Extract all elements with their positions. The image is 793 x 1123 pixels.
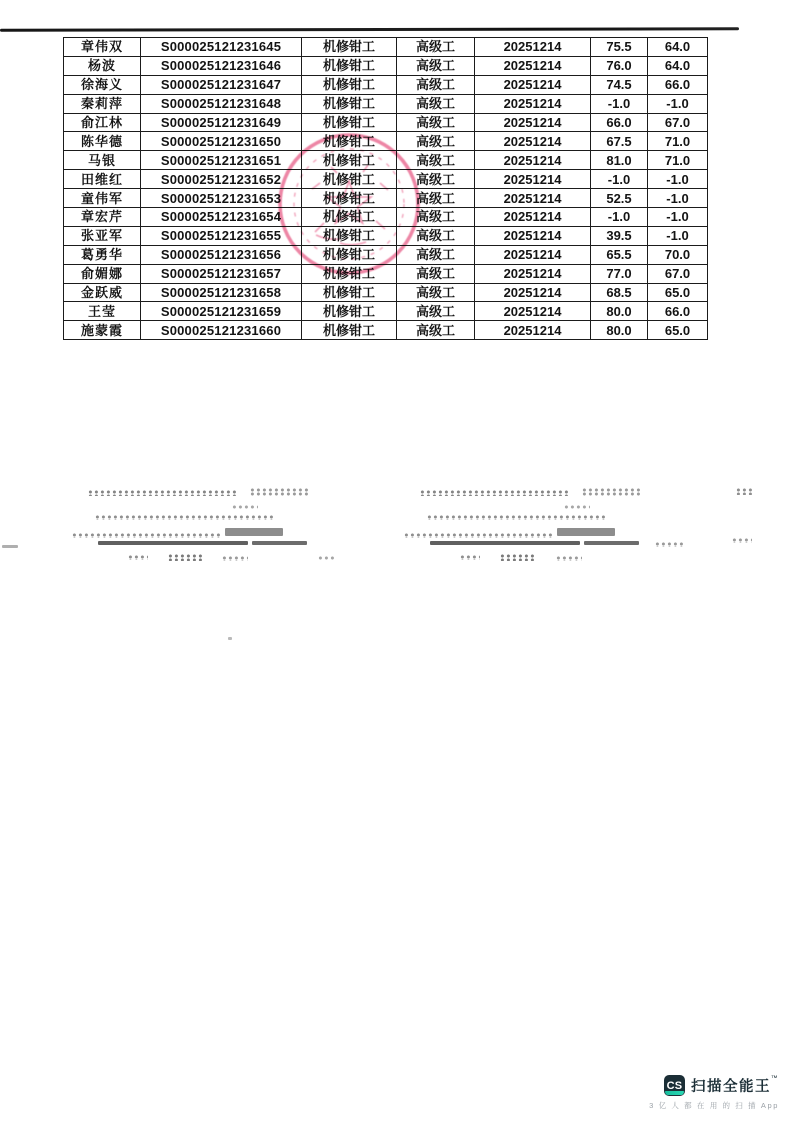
smudge-mark <box>736 488 752 495</box>
cell-score2: 67.0 <box>648 264 708 283</box>
cell-job: 机修钳工 <box>302 56 397 75</box>
cell-date: 20251214 <box>475 75 591 94</box>
cell-score2: 65.0 <box>648 321 708 340</box>
cell-job: 机修钳工 <box>302 245 397 264</box>
cell-serial: S000025121231648 <box>141 94 302 113</box>
cell-date: 20251214 <box>475 245 591 264</box>
cell-score1: 39.5 <box>591 226 648 245</box>
cell-date: 20251214 <box>475 94 591 113</box>
cell-score1: 67.5 <box>591 132 648 151</box>
smudge-mark <box>168 554 202 561</box>
cell-serial: S000025121231653 <box>141 189 302 208</box>
smudge-mark <box>427 515 607 520</box>
cell-job: 机修钳工 <box>302 208 397 227</box>
smudge-mark <box>460 555 480 560</box>
cell-job: 机修钳工 <box>302 264 397 283</box>
cell-score2: 71.0 <box>648 132 708 151</box>
cell-job: 机修钳工 <box>302 113 397 132</box>
cell-level: 高级工 <box>397 132 475 151</box>
cell-score2: 70.0 <box>648 245 708 264</box>
smudge-mark <box>250 488 310 496</box>
cell-job: 机修钳工 <box>302 189 397 208</box>
cell-score1: -1.0 <box>591 208 648 227</box>
smudge-mark <box>2 545 18 548</box>
cell-score1: -1.0 <box>591 94 648 113</box>
cell-score1: 80.0 <box>591 321 648 340</box>
cell-level: 高级工 <box>397 283 475 302</box>
cell-score2: 66.0 <box>648 302 708 321</box>
table-row <box>64 302 708 321</box>
cell-score1: 74.5 <box>591 75 648 94</box>
cell-name: 俞江林 <box>64 113 141 132</box>
cell-date: 20251214 <box>475 38 591 57</box>
table-row <box>64 208 708 227</box>
cell-level: 高级工 <box>397 245 475 264</box>
scan-edge-line <box>0 27 739 32</box>
cell-date: 20251214 <box>475 113 591 132</box>
smudge-mark <box>564 505 590 509</box>
cell-date: 20251214 <box>475 226 591 245</box>
smudge-mark <box>655 542 685 547</box>
table-row <box>64 321 708 340</box>
smudge-mark <box>222 556 248 561</box>
cell-serial: S000025121231659 <box>141 302 302 321</box>
cell-score2: 64.0 <box>648 38 708 57</box>
cell-name: 章伟双 <box>64 38 141 57</box>
cell-serial: S000025121231655 <box>141 226 302 245</box>
cell-score1: 80.0 <box>591 302 648 321</box>
cell-serial: S000025121231658 <box>141 283 302 302</box>
cell-level: 高级工 <box>397 151 475 170</box>
smudge-mark <box>232 505 258 509</box>
cell-score2: -1.0 <box>648 226 708 245</box>
cell-name: 施蒙霞 <box>64 321 141 340</box>
cell-serial: S000025121231647 <box>141 75 302 94</box>
cell-level: 高级工 <box>397 94 475 113</box>
cell-score2: -1.0 <box>648 94 708 113</box>
cell-score2: -1.0 <box>648 170 708 189</box>
smudge-mark <box>732 538 752 543</box>
table-row <box>64 75 708 94</box>
cell-score2: -1.0 <box>648 189 708 208</box>
cell-serial: S000025121231657 <box>141 264 302 283</box>
cell-score1: 68.5 <box>591 283 648 302</box>
smudge-mark <box>95 515 275 520</box>
table-row <box>64 56 708 75</box>
cell-serial: S000025121231646 <box>141 56 302 75</box>
smudge-mark <box>318 556 334 560</box>
smudge-mark <box>98 541 248 545</box>
smudge-mark <box>225 528 283 536</box>
camscanner-watermark <box>649 1075 779 1111</box>
cell-score2: 66.0 <box>648 75 708 94</box>
cell-job: 机修钳工 <box>302 170 397 189</box>
cell-serial: S000025121231652 <box>141 170 302 189</box>
cell-date: 20251214 <box>475 151 591 170</box>
cell-score1: 81.0 <box>591 151 648 170</box>
smudge-mark <box>404 533 554 538</box>
cell-name: 田维红 <box>64 170 141 189</box>
cell-date: 20251214 <box>475 283 591 302</box>
cell-score2: 64.0 <box>648 56 708 75</box>
table-row <box>64 94 708 113</box>
app-tagline: 3 亿 人 都 在 用 的 扫 描 App <box>649 1101 779 1110</box>
table-row <box>64 283 708 302</box>
table-row <box>64 264 708 283</box>
cell-score1: -1.0 <box>591 170 648 189</box>
smudge-mark <box>228 637 232 640</box>
cell-level: 高级工 <box>397 302 475 321</box>
table-row <box>64 189 708 208</box>
cell-job: 机修钳工 <box>302 151 397 170</box>
smudge-mark <box>88 490 238 496</box>
cell-job: 机修钳工 <box>302 226 397 245</box>
logo-cs-text: CS <box>666 1079 683 1092</box>
grades-table <box>63 37 708 340</box>
table-row <box>64 151 708 170</box>
grades-table-body <box>64 38 708 340</box>
cell-date: 20251214 <box>475 170 591 189</box>
table-row <box>64 170 708 189</box>
table-row <box>64 113 708 132</box>
table-row <box>64 132 708 151</box>
cell-name: 王莹 <box>64 302 141 321</box>
smudge-mark <box>584 541 639 545</box>
cell-serial: S000025121231649 <box>141 113 302 132</box>
cell-serial: S000025121231650 <box>141 132 302 151</box>
cell-level: 高级工 <box>397 56 475 75</box>
cell-level: 高级工 <box>397 208 475 227</box>
cell-name: 俞媚娜 <box>64 264 141 283</box>
cell-name: 金跃威 <box>64 283 141 302</box>
cell-score1: 65.5 <box>591 245 648 264</box>
cell-name: 章宏芹 <box>64 208 141 227</box>
cell-level: 高级工 <box>397 226 475 245</box>
cell-name: 陈华德 <box>64 132 141 151</box>
cell-date: 20251214 <box>475 264 591 283</box>
smudge-mark <box>557 528 615 536</box>
smudge-mark <box>252 541 307 545</box>
smudge-mark <box>72 533 222 538</box>
cell-job: 机修钳工 <box>302 302 397 321</box>
smudge-mark <box>582 488 642 496</box>
cell-date: 20251214 <box>475 321 591 340</box>
cell-score2: 65.0 <box>648 283 708 302</box>
cell-level: 高级工 <box>397 170 475 189</box>
cell-score2: 71.0 <box>648 151 708 170</box>
cell-name: 秦莉萍 <box>64 94 141 113</box>
cell-job: 机修钳工 <box>302 38 397 57</box>
trademark-mark: ™ <box>771 1075 779 1082</box>
cell-date: 20251214 <box>475 132 591 151</box>
cell-name: 杨波 <box>64 56 141 75</box>
cell-job: 机修钳工 <box>302 321 397 340</box>
cell-job: 机修钳工 <box>302 283 397 302</box>
smudge-mark <box>500 554 534 561</box>
cell-serial: S000025121231656 <box>141 245 302 264</box>
cell-serial: S000025121231651 <box>141 151 302 170</box>
cell-serial: S000025121231645 <box>141 38 302 57</box>
smudge-mark <box>128 555 148 560</box>
cell-score1: 75.5 <box>591 38 648 57</box>
smudge-mark <box>430 541 580 545</box>
cell-name: 童伟军 <box>64 189 141 208</box>
cell-name: 张亚军 <box>64 226 141 245</box>
cell-score1: 76.0 <box>591 56 648 75</box>
cell-level: 高级工 <box>397 264 475 283</box>
cell-serial: S000025121231654 <box>141 208 302 227</box>
camscanner-logo-icon <box>664 1075 685 1096</box>
cell-job: 机修钳工 <box>302 132 397 151</box>
table-row <box>64 226 708 245</box>
cell-score2: -1.0 <box>648 208 708 227</box>
cell-level: 高级工 <box>397 189 475 208</box>
smudge-mark <box>556 556 582 561</box>
cell-level: 高级工 <box>397 75 475 94</box>
smudge-mark <box>420 490 570 496</box>
app-name: 扫描全能王™ <box>691 1075 779 1095</box>
cell-level: 高级工 <box>397 321 475 340</box>
cell-name: 葛勇华 <box>64 245 141 264</box>
cell-level: 高级工 <box>397 113 475 132</box>
cell-date: 20251214 <box>475 189 591 208</box>
cell-date: 20251214 <box>475 56 591 75</box>
cell-name: 马银 <box>64 151 141 170</box>
cell-score1: 66.0 <box>591 113 648 132</box>
cell-job: 机修钳工 <box>302 75 397 94</box>
cell-serial: S000025121231660 <box>141 321 302 340</box>
cell-score2: 67.0 <box>648 113 708 132</box>
cell-level: 高级工 <box>397 38 475 57</box>
cell-score1: 77.0 <box>591 264 648 283</box>
cell-name: 徐海义 <box>64 75 141 94</box>
cell-date: 20251214 <box>475 208 591 227</box>
cell-score1: 52.5 <box>591 189 648 208</box>
cell-date: 20251214 <box>475 302 591 321</box>
cell-job: 机修钳工 <box>302 94 397 113</box>
table-row <box>64 38 708 57</box>
table-row <box>64 245 708 264</box>
